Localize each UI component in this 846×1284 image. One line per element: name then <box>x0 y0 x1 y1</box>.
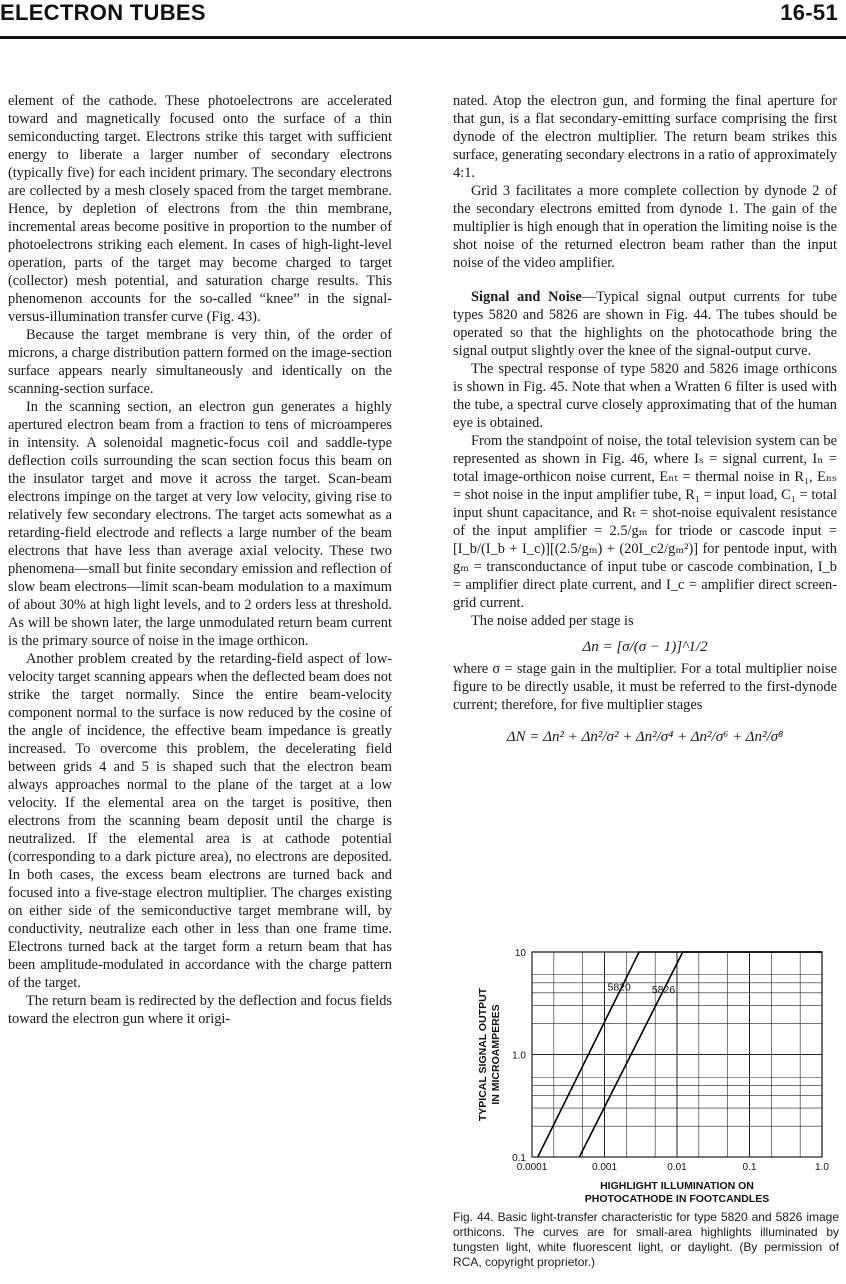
series-label-5826: 5826 <box>651 983 676 996</box>
paragraph: From the standpoint of noise, the total television system can be represented as shown in Fig. 46, where Iₛ = signal current, Iₙ = total image-orthicon noise current, Eₙₜ = thermal noise in R₁, Eₙₛ = shot noise in the input amplifier tube, R₁ = input load, C₁ = total input shunt capacitance, and Rₜ = shot-noise equivalent resistance of the input amplifier = 2.5/gₘ for triode or cascode input = [I_b/(I_b + I_c)][(2.5/gₘ) + (20I_c2/gₘ²)] for pentode input, with gₘ = transconductance of input tube or cascode combination, I_b = amplifier direct plate current, and I_c = amplifier direct screen-grid current. <box>453 433 837 611</box>
x-axis-label-line2: PHOTOCATHODE IN FOOTCANDLES <box>584 1193 770 1205</box>
equation-total-noise: ΔN = Δn² + Δn²/σ² + Δn²/σ⁴ + Δn²/σ⁶ + Δn²/σ⁸ <box>506 729 784 745</box>
figure-caption: Fig. 44. Basic light-transfer characteristic for type 5820 and 5826 image orthicons. The curves are for small-area highlights illuminated by tungsten light, white fluorescent light, or daylight. (By permission of RCA, copyright proprietor.) <box>453 1210 839 1269</box>
section-title: Signal and Noise <box>471 289 582 305</box>
y-tick-label: 0.1 <box>512 1153 526 1164</box>
page-number: 16-51 <box>780 0 838 25</box>
y-tick-label: 10 <box>514 948 526 959</box>
paragraph: Grid 3 facilitates a more complete collection by dynode 2 of the secondary electrons emitted from dynode 1. The gain of the multiplier is high enough that in operation the limiting noise is the shot noise of the returned electron beam rather than the input noise of the video amplifier. <box>453 183 837 271</box>
x-tick-label: 0.1 <box>742 1162 757 1173</box>
x-tick-label: 0.01 <box>667 1162 687 1173</box>
running-title: ELECTRON TUBES <box>0 0 206 25</box>
x-tick-label: 1.0 <box>815 1162 829 1173</box>
y-axis-label <box>477 987 502 1121</box>
figure-44 <box>470 940 846 1210</box>
signal-output-chart <box>470 940 846 1210</box>
y-axis-label-line2: IN MICROAMPERES <box>490 1004 502 1105</box>
paragraph: In the scanning section, an electron gun generates a highly apertured electron beam from a fraction to tens of microamperes in intensity. A solenoidal magnetic-focus coil and saddle-type deflection coils surrounding the scan section focus this beam on the insulator target and move it across the target. Scan-beam electrons impinge on the target at very low velocity, giving rise to relatively few secondary electrons. The target acts somewhat as a retarding-field electrode and reflects a large number of the beam electrons that have less than average axial velocity. These two phenomena—small but finite secondary emission and reflection of slow beam electrons—limit scan-beam modulation to a maximum of about 30% at high light levels, and to 2 orders less at threshold. As will be shown later, the large unmodulated return beam current is the primary source of noise in the image orthicon. <box>8 399 392 649</box>
paragraph: nated. Atop the electron gun, and forming the final aperture for that gun, is a flat secondary-emitting surface comprising the first dynode of the electron multiplier. The return beam strikes this surface, generating secondary electrons in a ratio of approximately 4:1. <box>453 93 837 181</box>
paragraph-text: —Typical signal output currents for tube types 5820 and 5826 are shown in Fig. 44. The tubes should be operated so that the highlights on the photocathode bring the signal output slightly over the knee of the signal-output curve. <box>453 289 837 359</box>
paragraph: Because the target membrane is very thin, of the order of microns, a charge distribution pattern formed on the image-section surface appears nearly simultaneously and identically on the scanning-section surface. <box>8 327 392 397</box>
y-axis-label-line1: TYPICAL SIGNAL OUTPUT <box>477 987 489 1122</box>
x-tick-label: 0.0001 <box>516 1162 548 1173</box>
paragraph <box>453 288 837 360</box>
x-axis-label-line1: HIGHLIGHT ILLUMINATION ON <box>600 1180 754 1192</box>
y-tick-label: 1.0 <box>512 1050 526 1062</box>
right-column <box>453 92 837 752</box>
x-axis-label <box>585 1180 770 1205</box>
paragraph: Another problem created by the retarding-field aspect of low-velocity target scanning appears when the deflected beam does not strike the target normally. Since the entire beam-velocity component normal to the surface is now reduced by the cosine of the angle of incidence, the effective beam impedance is greatly increased. To overcome this problem, the decelerating field between grids 4 and 5 is shaped such that the electron beam always approaches normal to the plane of the target at a low velocity. If the elemental area on the target is positive, then electrons from the scanning beam deposit until the charge is neutralized. If the elemental area is at cathode potential (corresponding to a dark picture area), no electrons are deposited. In both cases, the excess beam electrons are turned back and focused into a five-stage electron multiplier. The charges existing on either side of the semiconductive target membrane will, by conductivity, neutralize each other in less than one frame time. Electrons turned back at the target form a return beam that has been amplitude-modulated in accordance with the charge pattern of the target. <box>8 651 392 991</box>
equation-noise-per-stage: Δn = [σ/(σ − 1)]^1/2 <box>582 639 708 655</box>
paragraph: The return beam is redirected by the deflection and focus fields toward the electron gun where it origi- <box>8 993 392 1027</box>
paragraph: The noise added per stage is <box>471 613 634 629</box>
series-label-5820: 5820 <box>607 981 631 994</box>
running-header <box>0 0 846 39</box>
left-column <box>8 92 392 1028</box>
x-tick-label: 0.001 <box>591 1162 618 1173</box>
paragraph: element of the cathode. These photoelectrons are accelerated toward and magnetically focused onto the surface of a thin semiconducting target. Electrons strike this target with sufficient energy to liberate a larger number of secondary electrons (typically five) for each incident primary. The secondary electrons are collected by a mesh closely spaced from the target membrane. Hence, by depletion of electrons from the thin membrane, incremental areas become positive in proportion to the number of photoelectrons striking each element. In cases of high-light-level operation, parts of the target may become charged to target (collector) mesh potential, and saturation charge results. This phenomenon accounts for the so-called “knee” in the signal-versus-illumination transfer curve (Fig. 43). <box>8 93 392 325</box>
paragraph: The spectral response of type 5820 and 5826 image orthicons is shown in Fig. 45. Note that when a Wratten 6 filter is used with the tube, a spectral curve closely approximating that of the human eye is obtained. <box>453 361 837 431</box>
paragraph: where σ = stage gain in the multiplier. For a total multiplier noise figure to be directly usable, it must be referred to the first-dynode current; therefore, for five multiplier stages <box>453 661 837 713</box>
